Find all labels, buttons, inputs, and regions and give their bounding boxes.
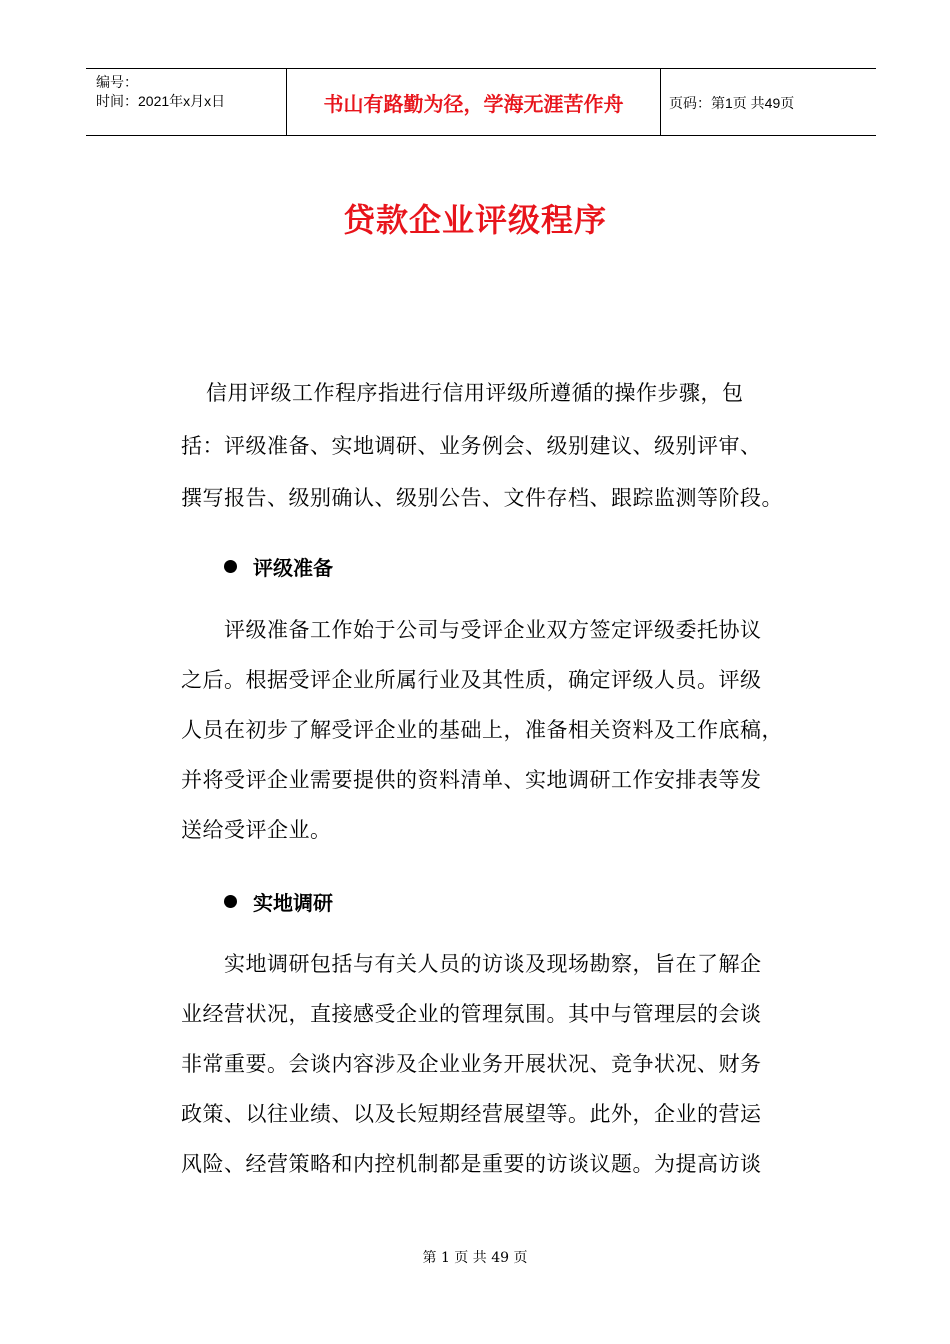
paragraph-line: 评级准备工作始于公司与受评企业双方签定评级委托协议 (224, 618, 762, 642)
page-footer: 第 1 页 共 49 页 (422, 1250, 528, 1266)
paragraph-line: 信用评级工作程序指进行信用评级所遵循的操作步骤，包 (206, 381, 744, 405)
time-label: 时间：2021年x月x日 (96, 93, 226, 109)
bullet-icon (224, 560, 237, 573)
section-heading-text: 评级准备 (253, 556, 333, 580)
section-heading-text: 实地调研 (253, 891, 333, 915)
paragraph-line: 括：评级准备、实地调研、业务例会、级别建议、级别评审、 (181, 434, 762, 458)
page-header (86, 68, 876, 136)
paragraph-line: 并将受评企业需要提供的资料清单、实地调研工作安排表等发 (181, 768, 762, 792)
number-label: 编号： (96, 74, 138, 90)
paragraph-line: 之后。根据受评企业所属行业及其性质，确定评级人员。评级 (181, 668, 762, 692)
header-motto-cell (287, 69, 661, 135)
paragraph-line: 送给受评企业。 (181, 818, 332, 842)
paragraph-line: 风险、经营策略和内控机制都是重要的访谈议题。为提高访谈 (181, 1152, 762, 1176)
page-info: 页码：第1页 共49页 (669, 95, 795, 111)
section-heading (224, 887, 333, 916)
paragraph-line: 非常重要。会谈内容涉及企业业务开展状况、竞争状况、财务 (181, 1052, 762, 1076)
paragraph-line: 撰写报告、级别确认、级别公告、文件存档、跟踪监测等阶段。 (181, 486, 783, 510)
section-heading (224, 552, 333, 581)
paragraph-line: 实地调研包括与有关人员的访谈及现场勘察，旨在了解企 (224, 952, 762, 976)
paragraph-line: 业经营状况，直接感受企业的管理氛围。其中与管理层的会谈 (181, 1002, 762, 1026)
motto: 书山有路勤为径，学海无涯苦作舟 (323, 92, 624, 116)
paragraph-line: 政策、以往业绩、以及长短期经营展望等。此外，企业的营运 (181, 1102, 762, 1126)
document-title: 贷款企业评级程序 (342, 201, 607, 239)
header-page-cell (661, 69, 876, 135)
header-meta-cell (86, 69, 287, 135)
bullet-icon (224, 895, 237, 908)
paragraph-line: 人员在初步了解受评企业的基础上，准备相关资料及工作底稿， (181, 718, 783, 742)
